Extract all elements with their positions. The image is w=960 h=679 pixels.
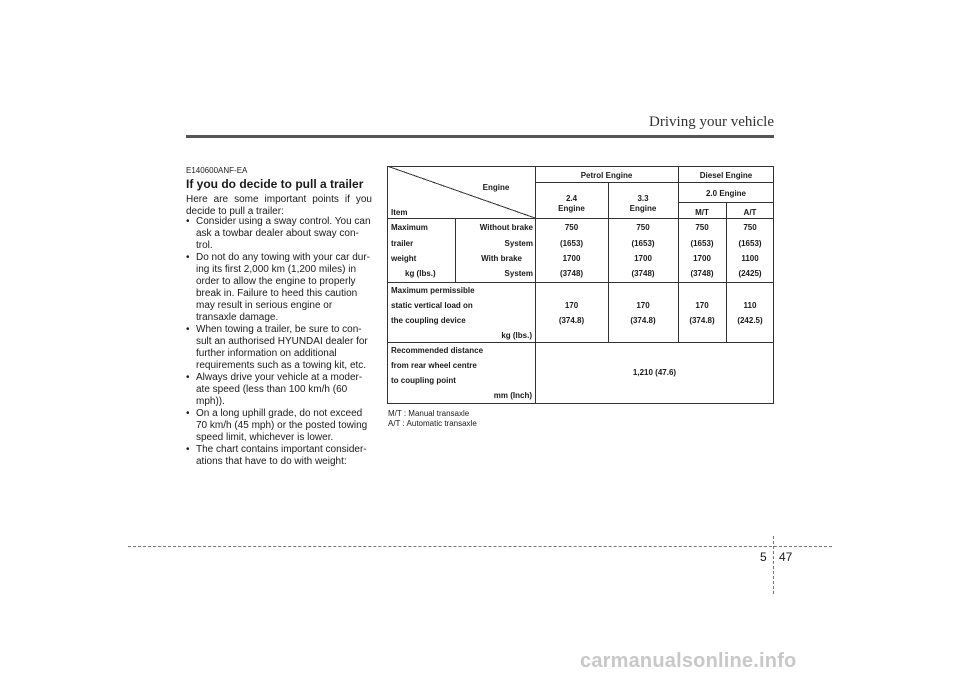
with-brake-sublabel: System xyxy=(504,269,533,278)
value-cell: 750 xyxy=(636,223,650,232)
engine-24-label: 2.4 xyxy=(565,194,578,203)
note-mt: M/T : Manual transaxle xyxy=(388,409,470,418)
load-subvalue: (242.5) xyxy=(737,316,763,325)
load-value: 170 xyxy=(636,301,650,310)
petrol-engine-header: Petrol Engine xyxy=(580,171,633,180)
footer-divider xyxy=(128,546,832,547)
page-header-title: Driving your vehicle xyxy=(649,114,774,130)
value-cell: 1700 xyxy=(634,254,652,263)
header-rule xyxy=(186,135,774,138)
value-cell: (3748) xyxy=(559,269,584,278)
vertical-load-label-1: Maximum permissible xyxy=(391,286,475,295)
vertical-load-label-3: the coupling device xyxy=(391,316,466,325)
engine-20-label: 2.0 Engine xyxy=(705,189,746,198)
value-cell: 1100 xyxy=(741,254,759,263)
load-value: 110 xyxy=(743,301,757,310)
bullet-item: • On a long uphill grade, do not exceed 70 km/h (45 mph) or the posted towing speed limit, whichever is lower. xyxy=(186,408,372,444)
engine-33-sublabel: Engine xyxy=(629,204,657,213)
abbreviation-notes xyxy=(388,409,477,429)
bullet-item: • Always drive your vehicle at a moder- ate speed (less than 100 km/h (60 mph)). xyxy=(186,372,372,408)
vertical-load-unit: kg (lbs.) xyxy=(501,331,532,340)
bullet-item: • Do not do any towing with your car dur- ing its first 2,000 km (1,200 miles) in order to allow the engine to properly break in. Failure to heed this caution may result in serious engine or transaxle damage. xyxy=(186,252,372,324)
section-heading: If you do decide to pull a trailer xyxy=(186,177,364,191)
value-cell: (2425) xyxy=(738,269,762,278)
bullet-list xyxy=(186,216,372,468)
distance-label-3: to coupling point xyxy=(391,376,456,385)
value-cell: 1700 xyxy=(562,254,581,263)
towing-spec-table xyxy=(387,166,774,404)
watermark-text: carmanualsonline.info xyxy=(580,650,797,672)
without-brake-sublabel: System xyxy=(504,239,533,248)
diesel-engine-header: Diesel Engine xyxy=(699,171,753,180)
bullet-item: • The chart contains important consider- ations that have to do with weight: xyxy=(186,444,372,468)
engine-24-sublabel: Engine xyxy=(558,204,585,213)
max-weight-label-3: weight xyxy=(391,254,417,263)
value-cell: 750 xyxy=(695,223,709,232)
intro-text: Here are some important points if you decide to pull a trailer: xyxy=(186,194,372,217)
vertical-load-label-2: static vertical load on xyxy=(391,301,473,310)
section-code: E140600ANF-EA xyxy=(186,166,248,175)
value-cell: 750 xyxy=(743,223,757,232)
note-at: A/T : Automatic transaxle xyxy=(388,419,477,428)
value-cell: (3748) xyxy=(631,269,655,278)
max-weight-label-2: trailer xyxy=(391,239,414,248)
with-brake-label: With brake xyxy=(481,254,522,263)
load-subvalue: (374.8) xyxy=(630,316,656,325)
diagonal-engine-label: Engine xyxy=(482,183,510,192)
value-cell: (1653) xyxy=(559,239,584,248)
bullet-item: • Consider using a sway control. You can ask a towbar dealer about sway con- trol. xyxy=(186,216,372,252)
coupling-distance-value: 1,210 (47.6) xyxy=(632,368,677,377)
at-label: A/T xyxy=(743,208,757,217)
diagonal-item-label: Item xyxy=(391,208,408,217)
distance-unit: mm (Inch) xyxy=(493,391,532,400)
max-weight-label-1: Maximum xyxy=(391,223,428,232)
load-subvalue: (374.8) xyxy=(689,316,715,325)
without-brake-label: Without brake xyxy=(479,223,533,232)
value-cell: (1653) xyxy=(631,239,655,248)
load-value: 170 xyxy=(564,301,579,310)
value-cell: (3748) xyxy=(690,269,714,278)
distance-label-2: from rear wheel centre xyxy=(391,361,477,370)
mt-label: M/T xyxy=(695,208,709,217)
distance-label-1: Recommended distance xyxy=(391,346,484,355)
value-cell: (1653) xyxy=(738,239,762,248)
chapter-number: 5 xyxy=(760,550,767,564)
page-number: 47 xyxy=(779,550,793,564)
page-number-divider xyxy=(773,536,774,594)
value-cell: 1700 xyxy=(693,254,711,263)
value-cell: (1653) xyxy=(690,239,714,248)
load-subvalue: (374.8) xyxy=(558,316,585,325)
value-cell: 750 xyxy=(564,223,579,232)
max-weight-unit: kg (lbs.) xyxy=(405,269,436,278)
engine-33-label: 3.3 xyxy=(637,194,649,203)
load-value: 170 xyxy=(695,301,709,310)
bullet-item: • When towing a trailer, be sure to con- sult an authorised HYUNDAI dealer for further information on additional requirements such as a towing kit, etc. xyxy=(186,324,372,372)
